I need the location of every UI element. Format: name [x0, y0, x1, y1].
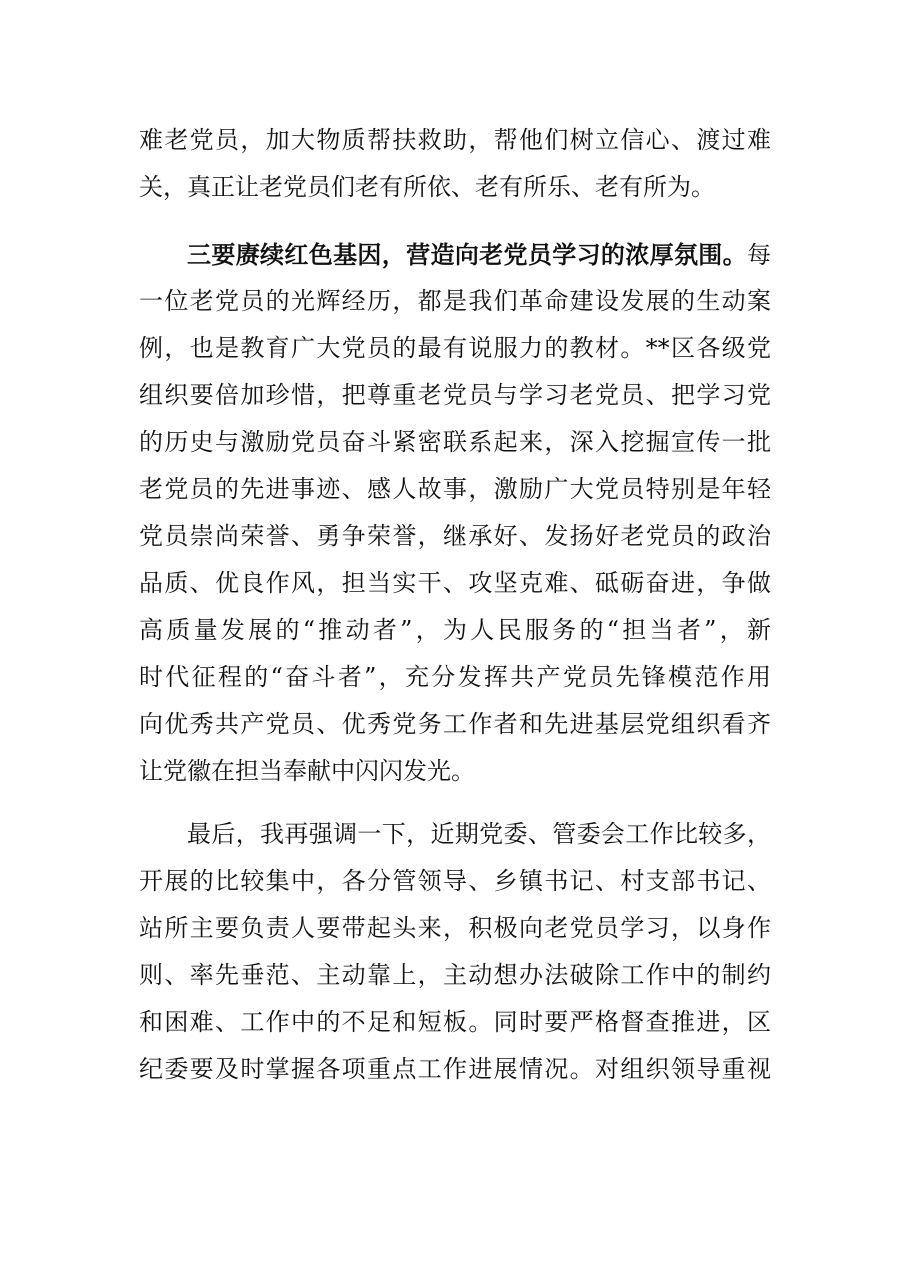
text-line: 一位老党员的光辉经历，都是我们革命建设发展的生动案: [139, 287, 771, 315]
text-line: 品质、优良作风，担当实干、攻坚克难、砥砺奋进，争做: [139, 569, 771, 597]
text-line: 高质量发展的“推动者”，为人民服务的“担当者”，新: [139, 616, 771, 644]
text-line: 的历史与激励党员奋斗紧密联系起来，深入挖掘宣传一批: [139, 428, 771, 456]
text-line: 时代征程的“奋斗者”，充分发挥共产党员先锋模范作用: [139, 663, 771, 691]
text-line: 向优秀共产党员、优秀党务工作者和先进基层党组织看齐: [139, 710, 771, 738]
text-line: 让党徽在担当奉献中闪闪发光。: [139, 757, 475, 785]
text-line: 开展的比较集中，各分管领导、乡镇书记、村支部书记、: [139, 867, 771, 895]
text-line: 组织要倍加珍惜，把尊重老党员与学习老党员、把学习党: [139, 381, 771, 409]
text-line: 难老党员，加大物质帮扶救助，帮他们树立信心、渡过难: [139, 126, 771, 154]
text-line: 纪委要及时掌握各项重点工作进展情况。对组织领导重视: [139, 1055, 771, 1083]
text-line: 关，真正让老党员们老有所依、老有所乐、老有所为。: [139, 173, 715, 201]
text-line: 和困难、工作中的不足和短板。同时要严格督查推进，区: [139, 1008, 771, 1036]
text-line: 则、率先垂范、主动靠上，主动想办法破除工作中的制约: [139, 961, 771, 989]
text-line: 老党员的先进事迹、感人故事，激励广大党员特别是年轻: [139, 475, 771, 503]
paragraph-first-line: [139, 231, 771, 278]
heading-trailing-text: 每: [747, 241, 771, 269]
text-line: 最后，我再强调一下，近期党委、管委会工作比较多，: [187, 820, 771, 848]
paragraph-closing: [139, 811, 771, 1093]
paragraph-continuation: [139, 117, 771, 211]
text-line: 党员崇尚荣誉、勇争荣誉，继承好、发扬好老党员的政治: [139, 522, 771, 550]
section-heading: 三要赓续红色基因，营造向老党员学习的浓厚氛围。: [187, 240, 747, 269]
text-line: 例，也是教育广大党员的最有说服力的教材。**区各级党: [139, 334, 771, 362]
text-line: 站所主要负责人要带起头来，积极向老党员学习，以身作: [139, 914, 771, 942]
paragraph-point-three: [139, 231, 771, 795]
